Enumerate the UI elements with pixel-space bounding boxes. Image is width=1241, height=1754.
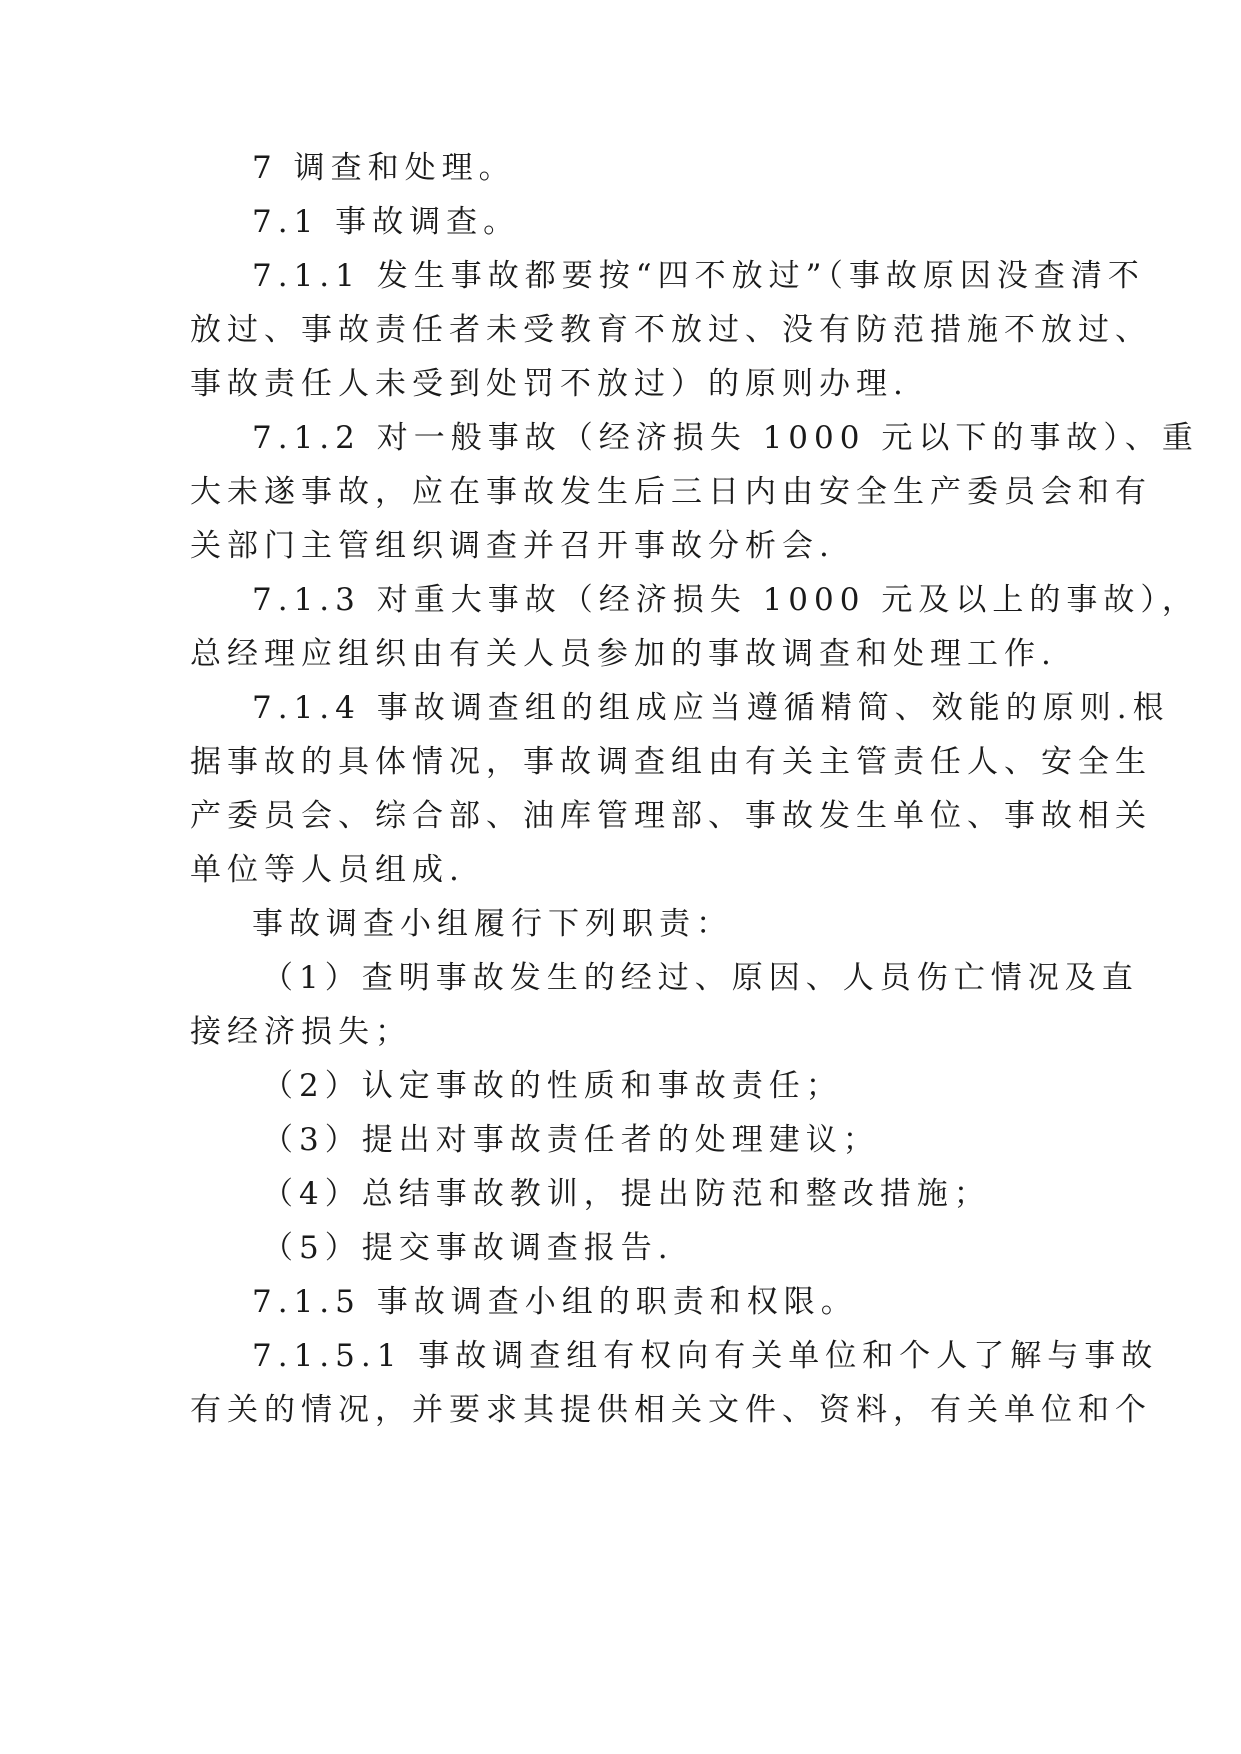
list-item: （3）提出对事故责任者的处理建议； — [262, 1122, 880, 1158]
section-heading: 7 调查和处理。 — [252, 150, 516, 186]
paragraph-line: 7.1.2 对一般事故（经济损失 1000 元以下的事故）、重 — [252, 420, 1199, 456]
paragraph-line: 总经理应组织由有关人员参加的事故调查和处理工作. — [190, 636, 1057, 672]
paragraph-line: 事故调查小组履行下列职责： — [252, 906, 733, 942]
list-item-continuation: 接经济损失； — [190, 1014, 412, 1050]
subsection-heading: 7.1.5 事故调查小组的职责和权限。 — [252, 1284, 858, 1320]
paragraph-line: 关部门主管组织调查并召开事故分析会. — [190, 528, 835, 564]
list-item: （1）查明事故发生的经过、原因、人员伤亡情况及直 — [262, 960, 1139, 996]
paragraph-line: 7.1.1 发生事故都要按“四不放过”（事故原因没查清不 — [252, 258, 1145, 294]
paragraph-line: 7.1.4 事故调查组的组成应当遵循精简、效能的原则.根 — [252, 690, 1170, 726]
list-item: （2）认定事故的性质和事故责任； — [262, 1068, 843, 1104]
paragraph-line: 据事故的具体情况，事故调查组由有关主管责任人、安全生 — [190, 744, 1152, 780]
paragraph-line: 产委员会、综合部、油库管理部、事故发生单位、事故相关 — [190, 798, 1152, 834]
paragraph-line: 大未遂事故，应在事故发生后三日内由安全生产委员会和有 — [190, 474, 1152, 510]
paragraph-line: 事故责任人未受到处罚不放过）的原则办理. — [190, 366, 909, 402]
paragraph-line: 7.1.3 对重大事故（经济损失 1000 元及以上的事故）， — [252, 582, 1199, 618]
list-item: （4）总结事故教训，提出防范和整改措施； — [262, 1176, 991, 1212]
paragraph-line: 放过、事故责任者未受教育不放过、没有防范措施不放过、 — [190, 312, 1152, 348]
subsection-heading: 7.1 事故调查。 — [252, 204, 521, 240]
list-item: （5）提交事故调查报告. — [262, 1230, 674, 1266]
paragraph-line: 7.1.5.1 事故调查组有权向有关单位和个人了解与事故 — [252, 1338, 1159, 1374]
paragraph-line: 有关的情况，并要求其提供相关文件、资料，有关单位和个 — [190, 1392, 1152, 1428]
paragraph-line: 单位等人员组成. — [190, 852, 465, 888]
